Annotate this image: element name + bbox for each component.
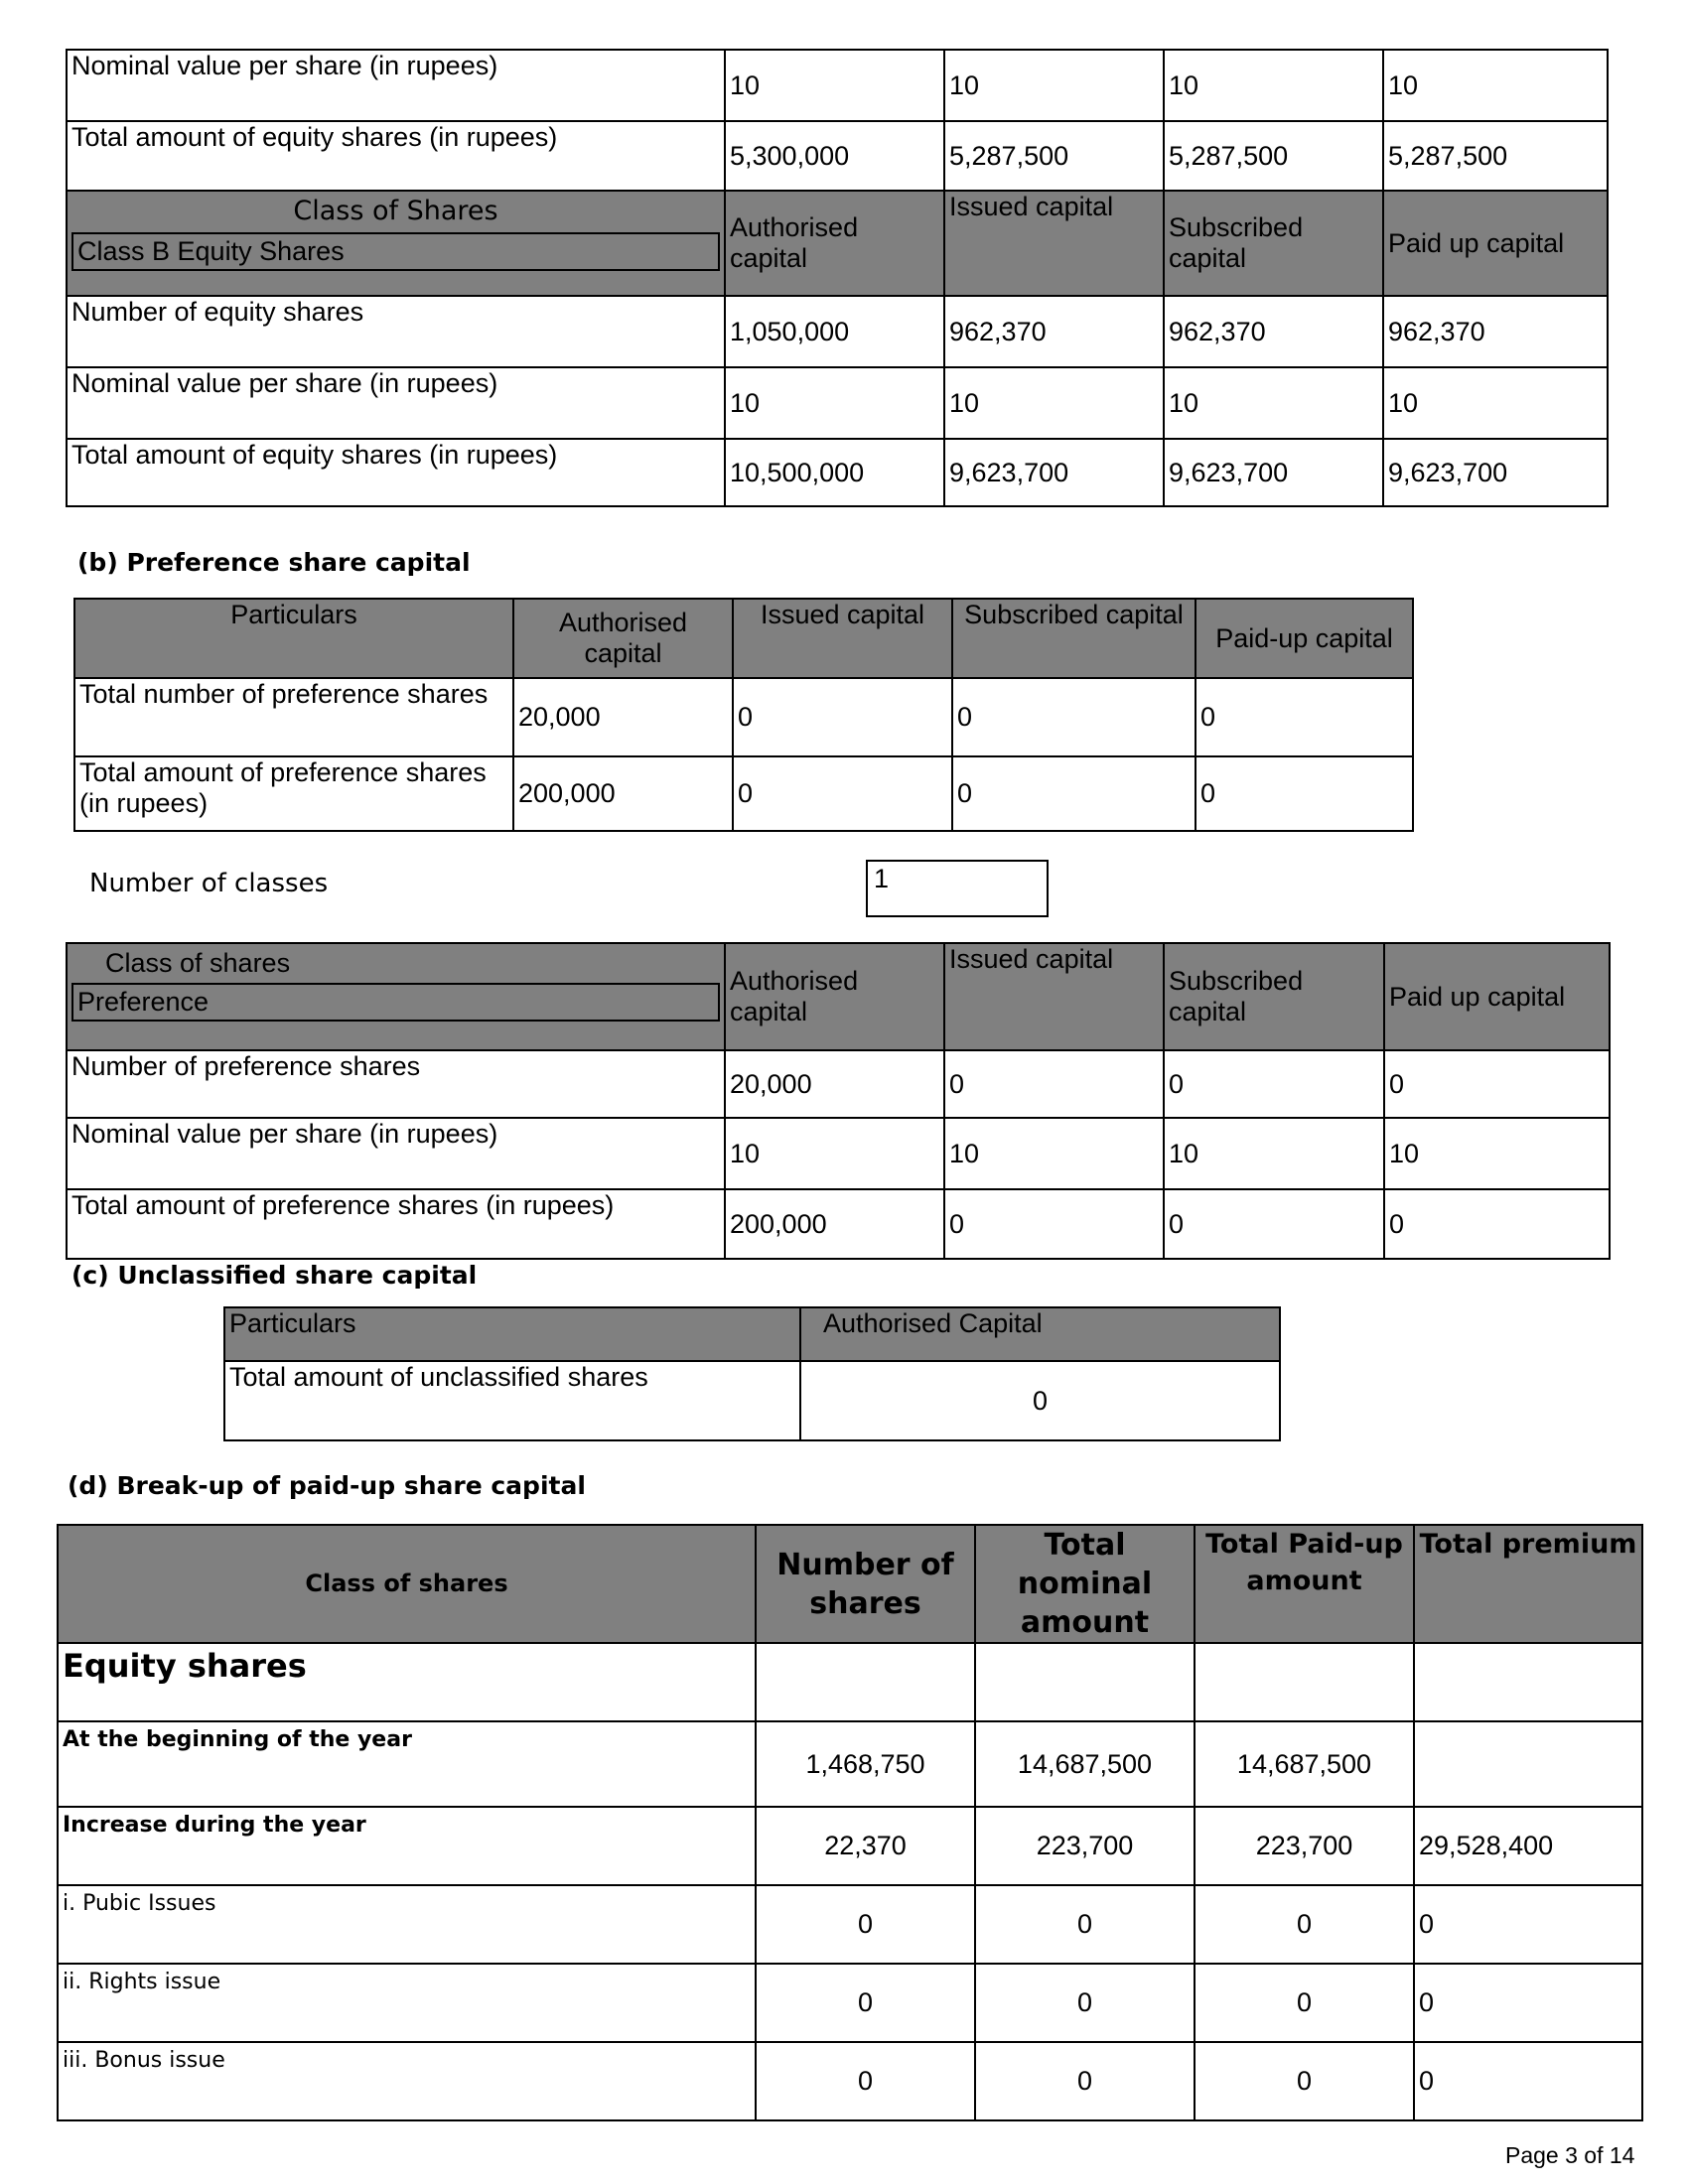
issued-value: 962,370	[944, 296, 1164, 367]
nominal-value: 0	[975, 2042, 1195, 2120]
row-label: Nominal value per share (in rupees)	[67, 1118, 725, 1189]
row-label: Total amount of equity shares (in rupees)	[67, 439, 725, 506]
subscribed-value: 0	[952, 756, 1196, 831]
authorised-value: 10	[725, 50, 944, 121]
number-value: 1,468,750	[756, 1721, 975, 1807]
issued-header: Issued capital	[733, 599, 952, 678]
paid-up-header: Paid up capital	[1383, 191, 1608, 296]
issued-value: 0	[944, 1050, 1164, 1118]
row-label: Number of equity shares	[67, 296, 725, 367]
premium-value: 29,528,400	[1414, 1807, 1642, 1885]
authorised-value: 200,000	[725, 1189, 944, 1259]
authorised-header: Authorised capital	[725, 191, 944, 296]
section-title-preference: (b) Preference share capital	[77, 548, 471, 577]
equity-capital-table	[66, 49, 1609, 507]
paid-up-value: 0	[1195, 1964, 1414, 2042]
authorised-header: Authorised capital	[513, 599, 733, 678]
row-label: i. Pubic Issues	[58, 1885, 756, 1964]
number-value: 0	[756, 1885, 975, 1964]
row-label: Number of preference shares	[67, 1050, 725, 1118]
authorised-value: 10,500,000	[725, 439, 944, 506]
paid-up-value: 5,287,500	[1383, 121, 1608, 191]
issued-value: 0	[733, 756, 952, 831]
issued-value: 0	[733, 678, 952, 756]
nominal-value: 223,700	[975, 1807, 1195, 1885]
authorised-value: 200,000	[513, 756, 733, 831]
class-name-field: Class B Equity Shares	[71, 232, 720, 271]
class-of-shares-header	[67, 191, 725, 296]
subscribed-header: Subscribed capital	[1164, 943, 1384, 1050]
total-premium-header: Total premium	[1414, 1525, 1642, 1643]
subscribed-value: 10	[1164, 367, 1383, 439]
subscribed-value: 0	[952, 678, 1196, 756]
subscribed-header: Subscribed capital	[952, 599, 1196, 678]
number-value: 0	[756, 1964, 975, 2042]
total-paid-up-header: Total Paid-up amount	[1195, 1525, 1414, 1643]
authorised-value: 0	[800, 1361, 1280, 1440]
row-label: Total amount of preference shares (in rupees)	[67, 1189, 725, 1259]
authorised-value: 5,300,000	[725, 121, 944, 191]
paid-up-value: 9,623,700	[1383, 439, 1608, 506]
issued-value: 5,287,500	[944, 121, 1164, 191]
paid-up-value: 14,687,500	[1195, 1721, 1414, 1807]
authorised-value: 10	[725, 1118, 944, 1189]
paid-up-value: 223,700	[1195, 1807, 1414, 1885]
premium-value: 0	[1414, 1964, 1642, 2042]
row-label: At the beginning of the year	[58, 1721, 756, 1807]
paid-up-value: 10	[1383, 367, 1608, 439]
nominal-value: 14,687,500	[975, 1721, 1195, 1807]
premium-value: 0	[1414, 2042, 1642, 2120]
premium-value: 0	[1414, 1885, 1642, 1964]
authorised-value: 1,050,000	[725, 296, 944, 367]
paid-up-header: Paid up capital	[1384, 943, 1610, 1050]
class-of-shares-header	[67, 943, 725, 1050]
empty-cell	[1414, 1643, 1642, 1721]
authorised-value: 20,000	[513, 678, 733, 756]
paid-up-value: 0	[1195, 2042, 1414, 2120]
total-nominal-header: Total nominal amount	[975, 1525, 1195, 1643]
subscribed-value: 5,287,500	[1164, 121, 1383, 191]
unclassified-capital-table	[223, 1306, 1281, 1441]
row-label: Total amount of equity shares (in rupees)	[67, 121, 725, 191]
issued-value: 10	[944, 50, 1164, 121]
class-name-field: Preference	[71, 983, 720, 1022]
particulars-header: Particulars	[224, 1307, 800, 1361]
issued-value: 9,623,700	[944, 439, 1164, 506]
equity-shares-heading: Equity shares	[58, 1643, 756, 1721]
preference-capital-table	[73, 598, 1414, 832]
class-of-shares-label: Class of Shares	[293, 196, 498, 226]
particulars-header: Particulars	[74, 599, 513, 678]
issued-value: 10	[944, 367, 1164, 439]
row-label: Increase during the year	[58, 1807, 756, 1885]
class-of-shares-label: Class of shares	[105, 948, 291, 978]
subscribed-value: 0	[1164, 1050, 1384, 1118]
row-label: Total amount of unclassified shares	[224, 1361, 800, 1440]
authorised-value: 10	[725, 367, 944, 439]
issued-value: 0	[944, 1189, 1164, 1259]
row-label: Total amount of preference shares (in rupees)	[74, 756, 513, 831]
paid-up-value: 0	[1384, 1050, 1610, 1118]
issued-value: 10	[944, 1118, 1164, 1189]
empty-cell	[756, 1643, 975, 1721]
paid-up-value: 0	[1195, 1885, 1414, 1964]
paid-up-value: 962,370	[1383, 296, 1608, 367]
issued-header: Issued capital	[944, 943, 1164, 1050]
subscribed-value: 962,370	[1164, 296, 1383, 367]
paid-up-value: 0	[1196, 678, 1413, 756]
paid-up-value: 10	[1383, 50, 1608, 121]
paid-up-value: 10	[1384, 1118, 1610, 1189]
number-of-shares-header: Number of shares	[756, 1525, 975, 1643]
preference-class-table	[66, 942, 1611, 1260]
subscribed-value: 9,623,700	[1164, 439, 1383, 506]
issued-header: Issued capital	[944, 191, 1164, 296]
premium-value	[1414, 1721, 1642, 1807]
row-label: Nominal value per share (in rupees)	[67, 50, 725, 121]
row-label: ii. Rights issue	[58, 1964, 756, 2042]
row-label: Total number of preference shares	[74, 678, 513, 756]
number-value: 22,370	[756, 1807, 975, 1885]
authorised-header: Authorised capital	[725, 943, 944, 1050]
section-title-breakup: (d) Break-up of paid-up share capital	[68, 1471, 586, 1500]
empty-cell	[1195, 1643, 1414, 1721]
paid-up-header: Paid-up capital	[1196, 599, 1413, 678]
subscribed-header: Subscribed capital	[1164, 191, 1383, 296]
number-of-classes-field[interactable]: 1	[866, 860, 1049, 917]
paid-up-value: 0	[1196, 756, 1413, 831]
authorised-header: Authorised Capital	[800, 1307, 1280, 1361]
number-value: 0	[756, 2042, 975, 2120]
section-title-unclassified: (c) Unclassified share capital	[71, 1261, 478, 1290]
page-number: Page 3 of 14	[1505, 2142, 1635, 2168]
class-of-shares-header: Class of shares	[58, 1525, 756, 1643]
row-label: Nominal value per share (in rupees)	[67, 367, 725, 439]
subscribed-value: 0	[1164, 1189, 1384, 1259]
paid-up-value: 0	[1384, 1189, 1610, 1259]
number-of-classes-label: Number of classes	[89, 869, 329, 898]
subscribed-value: 10	[1164, 1118, 1384, 1189]
subscribed-value: 10	[1164, 50, 1383, 121]
nominal-value: 0	[975, 1885, 1195, 1964]
authorised-value: 20,000	[725, 1050, 944, 1118]
breakup-table	[57, 1524, 1643, 2121]
nominal-value: 0	[975, 1964, 1195, 2042]
empty-cell	[975, 1643, 1195, 1721]
row-label: iii. Bonus issue	[58, 2042, 756, 2120]
